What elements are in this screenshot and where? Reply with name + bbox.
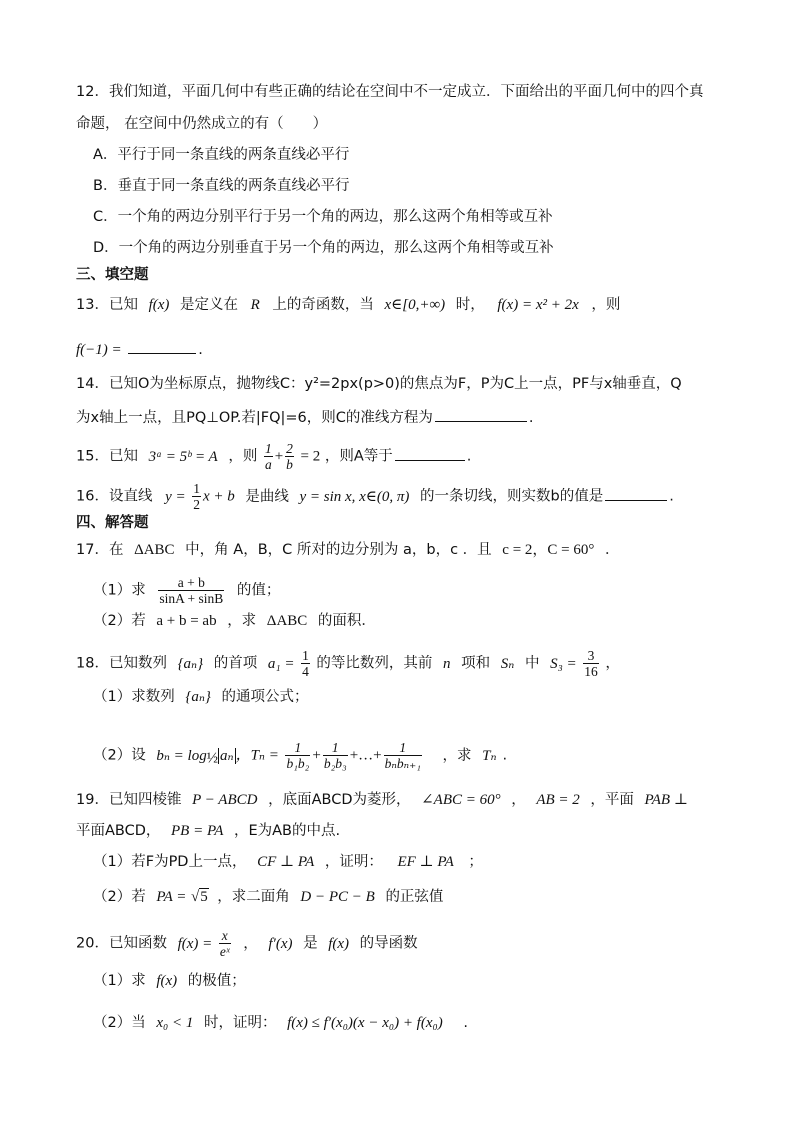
q20-math-inequality: f(x) ≤ f′(x₀)(x − x₀) + f(x₀) — [287, 1015, 443, 1031]
q13-math-fx: f(x) — [148, 297, 170, 313]
q17-fraction: $\frac{a + b}{\sin A + \sin B}$ — [159, 575, 224, 606]
q18-text: 的首项 — [213, 655, 258, 672]
q15-answer-blank[interactable] — [395, 444, 465, 461]
q16-answer-blank[interactable] — [605, 484, 667, 501]
q18-math-a1: a₁ = — [267, 655, 295, 672]
q17-part2-text: （2）若 — [93, 613, 146, 629]
q13-answer-blank[interactable] — [128, 337, 196, 354]
q20-math-x0: x₀ < 1 — [156, 1015, 194, 1031]
q19-part1-text: ，证明： — [324, 854, 383, 870]
q18-math-log-base: ½ — [206, 750, 218, 767]
q18-math-tn: ，Tₙ = — [235, 747, 279, 764]
q17-math-triangle: ΔABC — [134, 542, 175, 558]
q20-part1-text: 的极值； — [187, 973, 246, 989]
q18-text: 项和 — [461, 655, 491, 672]
q12-stem-line2: 命题， 在空间中仍然成立的有（ ） — [76, 116, 328, 132]
q19-math-dihedral: D − PC − B — [300, 889, 375, 905]
q18-math-n: n — [443, 655, 451, 672]
q13-text: 是定义在 — [180, 297, 238, 313]
q19-math-angle: ∠ABC = 60° — [421, 792, 501, 808]
q18-fraction-3-16: $\frac{3}{16}$ — [584, 648, 598, 679]
q15-fraction-2-over-b: $\frac{2}{b}$ — [286, 441, 293, 472]
q19-math-pbpa: PB = PA — [171, 823, 224, 839]
q16-stem — [76, 481, 674, 512]
q19-text: 平面ABCD， — [76, 823, 161, 839]
q20-math-fpx: f′(x) — [268, 935, 293, 952]
q18-part1-text: （1）求数列 — [93, 689, 175, 705]
q13-math-ask: f(−1) = — [76, 342, 122, 358]
q20-fraction: $\frac{x}{\text{eˣ}}$ — [219, 928, 230, 959]
q18-math-seq: {aₙ} — [177, 655, 204, 672]
q17-math-cond2: a + b = ab — [156, 613, 217, 629]
q17-part2 — [93, 611, 376, 631]
q17-end: ． — [604, 542, 620, 558]
q16-text: 是曲线 — [245, 488, 289, 505]
q19-text: ，E为AB的中点. — [233, 823, 341, 839]
q20-stem — [76, 928, 418, 959]
q18-math-abs-an: aₙ — [219, 747, 234, 764]
q18-part2-end: . — [502, 747, 508, 764]
q19-part2-text: 的正弦值 — [385, 889, 444, 905]
q17-part2-text: ，求 — [227, 613, 257, 629]
q20-text: 是 — [303, 935, 318, 952]
q13-math-domain: x∈[0,+∞) — [384, 297, 446, 313]
q16-end: . — [669, 488, 674, 505]
q14-text: 为x轴上一点，且PQ⊥OP.若|FQ|=6，则C的准线方程为 — [76, 410, 433, 426]
q16-fraction-half: $\frac{1}{2}$ — [193, 481, 200, 512]
q20-text: ， — [243, 935, 258, 952]
q19-part2-text: ，求二面角 — [217, 889, 290, 905]
q18-fraction-term3: $\frac{1}{\text{bₙbₙ₊₁}}$ — [384, 740, 421, 771]
q14-end: . — [528, 410, 534, 426]
q18-math-tn-ask: Tₙ — [482, 747, 497, 764]
q19-text: 19．已知四棱锥 — [76, 792, 182, 808]
q19-part2-text: （2）若 — [93, 889, 146, 905]
q16-math-y: y = — [165, 488, 186, 505]
q19-part1 — [93, 852, 483, 872]
q18-fraction-quarter: $\frac{1}{4}$ — [302, 648, 309, 679]
q18-fraction-term2: $\frac{1}{\text{b₂b₃}}$ — [323, 740, 347, 771]
q16-text: 的一条切线，则实数b的值是 — [420, 488, 604, 505]
q19-math-ef: EF ⊥ PA — [397, 854, 454, 870]
q13-text: 13．已知 — [76, 297, 138, 313]
q18-part2: （2）设 $b_n = \log_{\frac{1}{2}} a_n$ ，Tₙ = $\frac{1}{\text{b₁b₂}}$ + $\frac{1}{\text{b₂b₃}}$ +…+ $\frac{1}{\text{bₙbₙ₊₁}}$ ，求 Tₙ . — [93, 740, 508, 771]
q20-part2 — [93, 1013, 468, 1033]
q18-math-sn: Sₙ — [500, 655, 515, 672]
q19-part1-text: ； — [468, 854, 483, 870]
q16-text: 16．设直线 — [76, 488, 153, 505]
q12-stem-line1: 12．我们知道，平面几何中有些正确的结论在空间中不一定成立．下面给出的平面几何中的四个真 — [76, 84, 704, 100]
q18-math-dots: +…+ — [349, 747, 382, 764]
q19-text: ，底面ABCD为菱形， — [268, 792, 411, 808]
q13-text: 时， — [455, 297, 485, 313]
q19-math-ab: AB = 2 — [536, 792, 580, 808]
q17-math-cond: c = 2，C = 60° — [502, 542, 595, 558]
q19-stem-line1 — [76, 790, 688, 810]
q12-option-b: B．垂直于同一条直线的两条直线必平行 — [93, 178, 350, 194]
q20-math-fx3: f(x) — [156, 973, 178, 989]
q18-text: 中 — [524, 655, 540, 672]
q19-stem-line2 — [76, 821, 340, 841]
q17-stem — [76, 540, 619, 560]
q19-math-sqrt-5: 5 — [200, 889, 208, 905]
q14-stem-line1: 14．已知O为坐标原点，抛物线C：y²=2px(p>0)的焦点为F，P为C上一点，PF与x轴垂直，Q — [76, 376, 682, 392]
q18-end: ， — [605, 655, 620, 672]
q20-part1-text: （1）求 — [93, 973, 146, 989]
q15-end: . — [466, 448, 472, 465]
q12-option-a: A．平行于同一条直线的两条直线必平行 — [93, 147, 350, 163]
q15-text: ，则 — [228, 448, 258, 465]
q20-text: 20．已知函数 — [76, 935, 167, 952]
q12-option-c: C．一个角的两边分别平行于另一个角的两边，那么这两个角相等或互补 — [93, 209, 553, 225]
q13-math-expr: f(x) = x² + 2x — [497, 297, 579, 313]
q19-math-pab: PAB ⊥ — [644, 792, 688, 808]
q18-math-s3: S₃ = — [550, 655, 577, 672]
q20-part2-text: 时，证明： — [203, 1015, 277, 1031]
q13-text: 上的奇函数，当 — [272, 297, 374, 313]
q18-part2-text: ，求 — [442, 747, 472, 764]
q13-math-r: R — [250, 297, 260, 313]
q20-part2-text: （2）当 — [93, 1015, 146, 1031]
q19-text: ， — [511, 792, 526, 808]
q15-fraction-1-over-a: $\frac{1}{a}$ — [264, 441, 272, 472]
q20-math-fx2: f(x) — [328, 935, 350, 952]
q12-option-d: D．一个角的两边分别垂直于另一个角的两边，那么这两个角相等或互补 — [93, 240, 554, 256]
q18-math-bn: bₙ = log — [156, 747, 207, 764]
q19-part2 — [93, 887, 443, 907]
q19-math-pyramid: P − ABCD — [192, 792, 258, 808]
q19-math-pa: PA = — [156, 889, 187, 905]
q17-part1-text: 的值； — [236, 582, 281, 599]
q15-text: 15．已知 — [76, 448, 138, 465]
q15-math-eq: = 2 — [300, 448, 321, 465]
q20-part2-end: . — [463, 1015, 468, 1031]
q18-part2-text: （2）设 — [93, 747, 146, 764]
section-fill-in-blank-heading: 三、填空题 — [76, 267, 149, 283]
q17-text: 17．在 — [76, 542, 124, 558]
q17-math-triangle2: ΔABC — [266, 613, 308, 629]
q18-math-seq2: {aₙ} — [185, 689, 211, 705]
q14-stem-line2 — [76, 405, 534, 428]
q19-part1-text: （1）若F为PD上一点， — [93, 854, 247, 870]
q19-text: ，平面 — [590, 792, 634, 808]
q18-part1 — [93, 687, 309, 707]
section-solution-heading: 四、解答题 — [76, 515, 149, 531]
q19-math-sqrt-sign: √ — [190, 889, 200, 905]
q20-part1 — [93, 971, 246, 991]
q19-math-cf: CF ⊥ PA — [257, 854, 315, 870]
q16-math-curve: y = sin x, x∈(0, π) — [299, 488, 410, 505]
q16-math-rest: x + b — [202, 488, 235, 505]
q15-stem: 15．已知 3ᵃ = 5ᵇ = A ，则 $\frac{1}{a}$ + $\frac{2}{b}$ = 2 ，则A等于 . — [76, 441, 472, 472]
q15-math-expr: 3ᵃ = 5ᵇ = A — [148, 448, 218, 465]
q13-stem-line2 — [76, 337, 203, 360]
q13-text: ，则 — [591, 297, 621, 313]
q13-stem-line1 — [76, 295, 620, 315]
q17-part1-text: （1）求 — [93, 582, 146, 599]
q17-part1 — [93, 575, 280, 606]
q14-answer-blank[interactable] — [435, 405, 527, 422]
q18-stem — [76, 648, 620, 679]
q18-text: 18．已知数列 — [76, 655, 167, 672]
q17-part2-text: 的面积． — [317, 613, 376, 629]
q18-part1-text: 的通项公式； — [221, 689, 309, 705]
q18-fraction-term1: $\frac{1}{\text{b₁b₂}}$ — [286, 740, 310, 771]
q13-end: . — [198, 342, 203, 358]
q17-text: 中，角 A，B，C 所对的边分别为 a，b，c ．且 — [185, 542, 492, 558]
q20-math-fx: f(x) = — [177, 935, 213, 952]
q20-text: 的导函数 — [359, 935, 418, 952]
q15-text: ，则A等于 — [324, 448, 393, 465]
q18-text: 的等比数列，其前 — [316, 655, 433, 672]
